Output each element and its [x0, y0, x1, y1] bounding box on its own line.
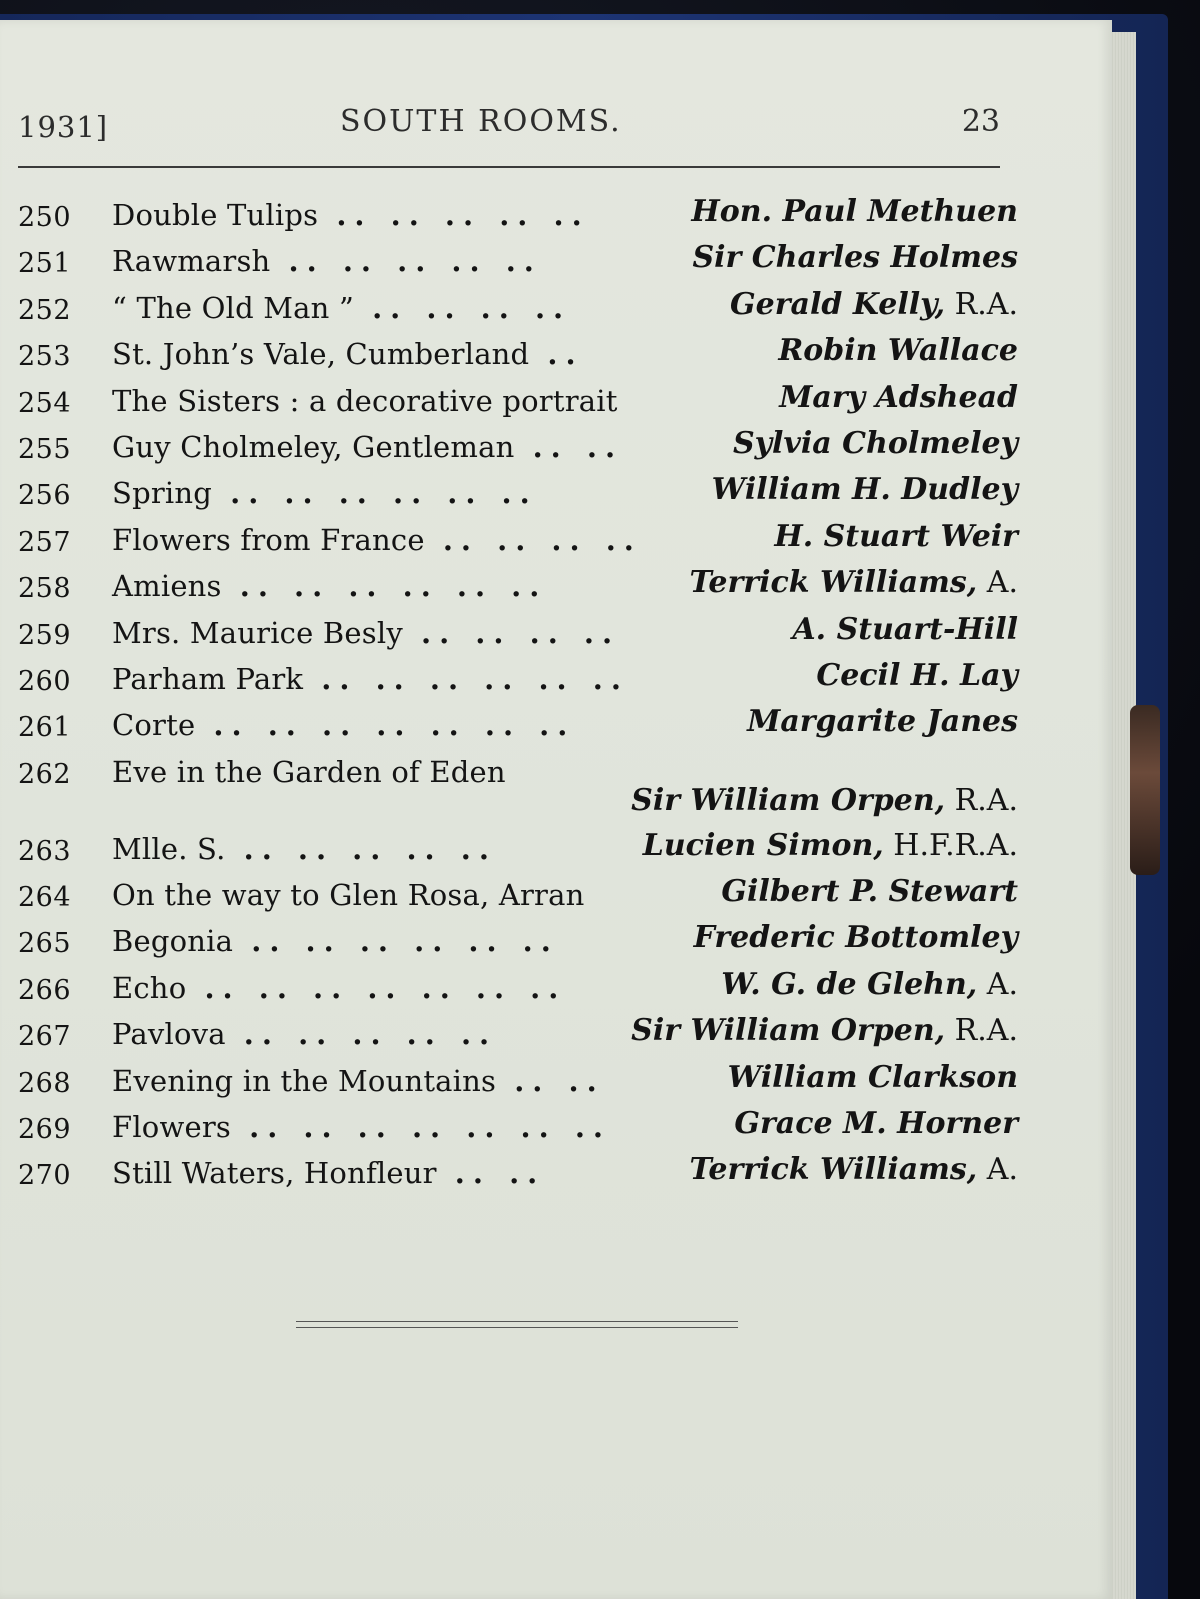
entry-title-text: Flowers from France	[112, 522, 425, 557]
entry-title	[112, 1017, 497, 1051]
artist-suffix: A.	[977, 565, 1018, 601]
artist-name: Cecil H. Lay	[816, 657, 1018, 693]
entry-title-text: Eve in the Garden of Eden	[112, 754, 506, 789]
entry-title-text: Mlle. S.	[112, 831, 226, 866]
dot-leader: .. .. .. .. ..	[318, 198, 590, 232]
entry-title	[112, 430, 623, 464]
dot-leader: .. .. .. .. .. .. ..	[195, 708, 576, 743]
entry-number: 265	[18, 928, 72, 960]
entry-title-text: “ The Old Man ”	[112, 290, 354, 325]
entry-title-text: Parham Park	[112, 661, 304, 696]
artist-name: William H. Dudley	[711, 472, 1018, 508]
footer-double-rule	[296, 1321, 738, 1328]
dot-leader: .. ..	[514, 429, 624, 464]
header-title: SOUTH ROOMS.	[340, 104, 622, 139]
header-year: 1931]	[18, 110, 109, 144]
entry-title	[112, 384, 618, 418]
entry-row	[18, 190, 1018, 236]
entry-number: 258	[18, 573, 72, 605]
dot-leader: .. .. .. .. .. .. ..	[231, 1110, 612, 1145]
dot-leader: ..	[529, 337, 584, 372]
entry-row	[18, 608, 1018, 654]
entry-row	[18, 1148, 1018, 1194]
entry-number: 255	[18, 433, 72, 465]
entry-title-text: Guy Cholmeley, Gentleman	[112, 429, 515, 464]
entry-artist	[779, 380, 1018, 415]
bookmark-ribbon	[1130, 705, 1160, 875]
entry-title	[112, 662, 629, 696]
artist-name: Hon. Paul Methuen	[691, 194, 1018, 229]
entry-row	[18, 561, 1018, 607]
entry-number: 254	[18, 387, 72, 419]
entry-number: 268	[18, 1067, 72, 1099]
entry-title-text: The Sisters : a decorative portrait	[112, 383, 618, 418]
entry-title	[112, 291, 571, 325]
header-rule	[18, 166, 1000, 168]
entry-artist	[692, 240, 1018, 275]
entry-artist	[721, 967, 1018, 1002]
dot-leader: .. .. .. .. .. ..	[212, 476, 538, 511]
artist-name: Gerald Kelly,	[730, 286, 946, 322]
entry-title	[112, 971, 566, 1005]
entry-row	[18, 700, 1018, 746]
dot-leader: .. .. .. ..	[353, 290, 572, 325]
entry-title	[112, 1110, 611, 1144]
entry-artist	[734, 1106, 1018, 1141]
entry-artist	[691, 194, 1018, 229]
entry-artist	[631, 783, 1018, 818]
artist-name: Robin Wallace	[778, 333, 1018, 369]
artist-name: H. Stuart Weir	[774, 518, 1018, 554]
entry-row	[18, 1056, 1018, 1102]
artist-suffix: A.	[977, 966, 1018, 1002]
entry-row	[18, 963, 1018, 1009]
artist-suffix: R.A.	[945, 782, 1018, 818]
artist-suffix: R.A.	[945, 1013, 1018, 1049]
artist-name: A. Stuart-Hill	[792, 611, 1018, 647]
artist-name: Gilbert P. Stewart	[721, 874, 1018, 910]
entry-title	[112, 832, 497, 866]
artist-name: Sir Charles Holmes	[692, 240, 1018, 276]
entry-title	[112, 755, 506, 789]
dot-leader: .. .. .. ..	[424, 522, 642, 557]
entry-number: 266	[18, 974, 72, 1006]
entry-number: 264	[18, 882, 72, 914]
artist-suffix: R.A.	[945, 286, 1018, 322]
entry-number: 259	[18, 619, 72, 651]
entry-artist	[733, 426, 1018, 461]
entry-number: 257	[18, 526, 72, 558]
artist-name: Terrick Williams,	[689, 1152, 978, 1188]
entry-number: 250	[18, 202, 72, 233]
entry-title-text: Begonia	[112, 924, 234, 959]
entry-artist	[690, 1152, 1019, 1187]
entry-row	[18, 283, 1018, 329]
entry-artist	[774, 519, 1018, 554]
entry-number: 252	[18, 294, 72, 326]
entry-artist	[694, 920, 1018, 955]
dot-leader: .. .. .. .. ..	[225, 831, 497, 866]
dot-leader: .. .. .. .. .. ..	[233, 924, 559, 959]
dot-leader: .. .. .. .. .. ..	[221, 569, 548, 604]
entry-artist	[778, 333, 1018, 368]
entry-number: 261	[18, 712, 72, 744]
artist-name: Frederic Bottomley	[693, 920, 1018, 956]
dot-leader: .. .. .. .. ..	[270, 244, 542, 279]
dot-leader: .. .. .. ..	[402, 615, 621, 650]
entry-title	[112, 198, 590, 232]
entry-row	[18, 824, 1018, 870]
entry-number: 263	[18, 835, 72, 867]
entry-artist	[792, 612, 1018, 647]
entry-title-text: Double Tulips	[112, 198, 319, 232]
entry-artist	[730, 287, 1018, 322]
entry-artist	[690, 565, 1019, 600]
entry-title-text: Corte	[112, 708, 196, 743]
entry-artist	[631, 1013, 1018, 1048]
dot-leader: .. .. .. .. .. ..	[303, 661, 629, 696]
entry-number: 256	[18, 480, 72, 512]
artist-name: W. G. de Glehn,	[721, 966, 978, 1002]
artist-name: Sir William Orpen,	[631, 782, 946, 818]
entry-artist	[816, 658, 1018, 693]
entry-number: 269	[18, 1114, 72, 1146]
entry-title-text: Evening in the Mountains	[112, 1063, 497, 1098]
entry-title-text: On the way to Glen Rosa, Arran	[112, 878, 585, 913]
artist-suffix: A.	[977, 1152, 1018, 1188]
entries-list	[18, 190, 1018, 1195]
artist-suffix: H.F.R.A.	[883, 827, 1018, 863]
artist-name: Margarite Janes	[747, 704, 1018, 740]
entry-title-text: Amiens	[112, 569, 222, 604]
entry-row	[18, 654, 1018, 700]
artist-name: William Clarkson	[727, 1059, 1018, 1095]
entry-title	[112, 244, 542, 278]
entry-row	[18, 329, 1018, 375]
entry-row	[18, 1102, 1018, 1148]
entry-row	[18, 422, 1018, 468]
entry-title-text: St. John’s Vale, Cumberland	[112, 337, 530, 372]
entry-title	[112, 1156, 545, 1190]
entry-artist	[712, 472, 1018, 507]
entry-title	[112, 1064, 605, 1098]
artist-name: Terrick Williams,	[689, 565, 978, 601]
entry-number: 253	[18, 341, 72, 373]
entry-row	[18, 1009, 1018, 1055]
entry-row	[18, 515, 1018, 561]
entry-number: 260	[18, 665, 72, 697]
entry-artist	[721, 874, 1018, 909]
entry-title	[112, 616, 620, 650]
entry-title	[112, 476, 538, 510]
entry-number: 262	[18, 758, 72, 790]
entry-number: 267	[18, 1021, 72, 1053]
page-header	[18, 102, 1000, 148]
entry-title-text: Rawmarsh	[112, 244, 271, 279]
entry-title-text: Flowers	[112, 1110, 231, 1145]
entry-row	[18, 376, 1018, 422]
entry-title-text: Echo	[112, 970, 187, 1005]
entry-row	[18, 747, 1018, 824]
entry-title	[112, 523, 642, 557]
entry-title-text: Spring	[112, 476, 213, 511]
entry-number: 251	[18, 248, 72, 280]
dot-leader: .. .. .. .. ..	[225, 1017, 498, 1052]
entry-title-text: Mrs. Maurice Besly	[112, 615, 403, 650]
entry-title	[112, 924, 559, 958]
entry-row	[18, 236, 1018, 282]
entry-title	[112, 337, 584, 371]
entry-row	[18, 916, 1018, 962]
dot-leader: .. ..	[436, 1156, 546, 1191]
dot-leader: .. ..	[496, 1063, 605, 1098]
artist-name: Grace M. Horner	[734, 1106, 1018, 1142]
artist-name: Sir William Orpen,	[631, 1013, 946, 1049]
entry-title	[112, 708, 575, 742]
artist-name: Lucien Simon,	[642, 827, 884, 863]
entry-artist	[643, 828, 1018, 863]
entry-title	[112, 878, 584, 912]
entry-number: 270	[18, 1160, 72, 1192]
dot-leader: .. .. .. .. .. .. ..	[186, 970, 567, 1005]
entry-title	[112, 569, 547, 603]
artist-name: Mary Adshead	[779, 379, 1018, 415]
entry-artist	[747, 704, 1018, 739]
page-number: 23	[961, 104, 1000, 139]
artist-name: Sylvia Cholmeley	[732, 425, 1018, 461]
entry-row	[18, 870, 1018, 916]
entry-artist	[728, 1060, 1018, 1095]
entry-row	[18, 468, 1018, 514]
entry-title-text: Still Waters, Honfleur	[112, 1156, 437, 1191]
entry-title-text: Pavlova	[112, 1017, 226, 1052]
